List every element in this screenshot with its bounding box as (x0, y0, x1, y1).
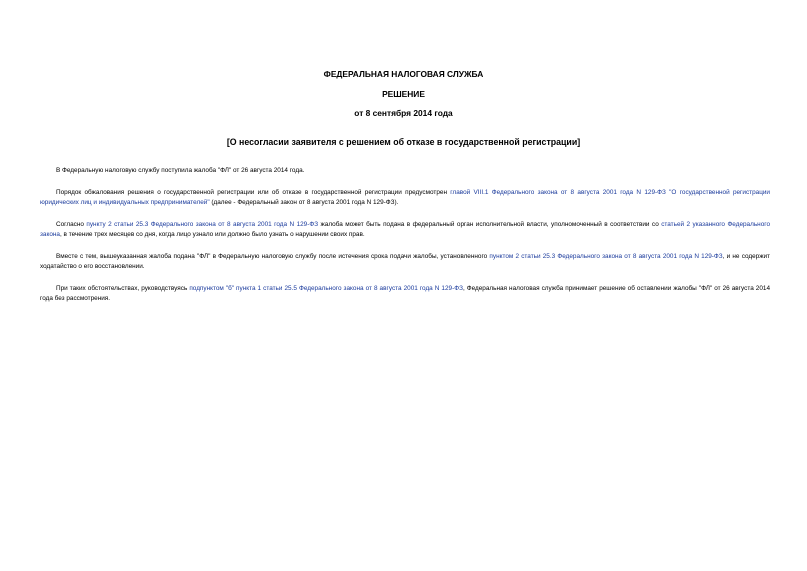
paragraph-appeal-procedure (40, 188, 770, 208)
paragraph-text: Порядок обжалования решения о государственной регистрации или об отказе в государственной регистрации предусмотрен (56, 189, 451, 196)
paragraph-text: , Федеральная налоговая служба принимает решение об оставлении жалобы "ФЛ" от 26 августа 2014 года без рассмотрения. (40, 285, 770, 302)
law-chapter-link[interactable]: главой VIII.1 Федерального закона от 8 августа 2001 года N 129-ФЗ "О государственной регистрации юридических лиц и индивидуальных предпринимателей" (40, 189, 770, 206)
law-article-2-link[interactable]: статьей 2 указанного Федерального закона (40, 221, 770, 238)
paragraph-decision (40, 284, 770, 304)
paragraph-text: , и не содержит ходатайство о его восстановлении. (40, 253, 770, 270)
paragraph-text: жалоба может быть подана в федеральный орган исполнительной власти, уполномоченный в соответствии со (318, 221, 662, 228)
paragraph-appeal-deadline (40, 220, 770, 240)
document-subject: [О несогласии заявителя с решением об отказе в государственной регистрации] (226, 137, 581, 147)
paragraph-text: Согласно (56, 221, 87, 228)
paragraph-text: При таких обстоятельствах, руководствуясь (56, 285, 190, 292)
law-article-link[interactable]: пунктом 2 статьи 25.3 Федерального закона от 8 августа 2001 года N 129-ФЗ (489, 253, 723, 260)
law-subclause-link[interactable]: подпунктом "б" пункта 1 статьи 25.5 Федерального закона от 8 августа 2001 года N 129-ФЗ (189, 285, 463, 292)
document-date: от 8 сентября 2014 года (354, 108, 453, 118)
paragraph-text: (далее - Федеральный закон от 8 августа 2001 года N 129-ФЗ). (209, 199, 399, 206)
paragraph-text: Вместе с тем, вышеуказанная жалоба подана "ФЛ" в Федеральную налоговую службу после истечения срока подачи жалобы, установленного (56, 253, 490, 260)
agency-title: ФЕДЕРАЛЬНАЯ НАЛОГОВАЯ СЛУЖБА (323, 69, 484, 79)
law-article-link[interactable]: пункту 2 статьи 25.3 Федерального закона от 8 августа 2001 года N 129-ФЗ (86, 221, 319, 228)
paragraph-complaint-received (40, 166, 770, 176)
paragraph-text: В Федеральную налоговую службу поступила жалоба "ФЛ" от 26 августа 2014 года. (56, 167, 305, 174)
document-type: РЕШЕНИЕ (382, 89, 425, 99)
paragraph-text: , в течение трех месяцев со дня, когда лицо узнало или должно было узнать о нарушении своих прав. (60, 231, 365, 238)
paragraph-deadline-missed (40, 252, 770, 272)
document-body (40, 166, 770, 316)
